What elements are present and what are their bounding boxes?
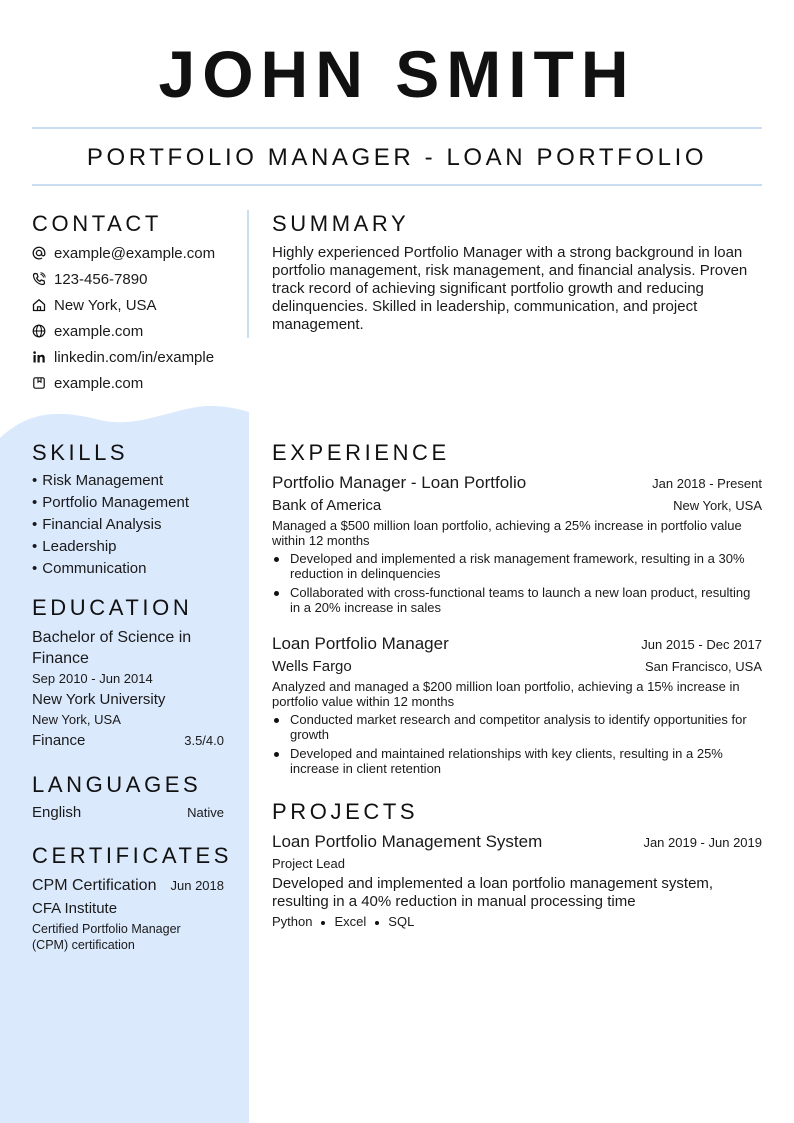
language-level: Native — [187, 805, 224, 820]
contact-portfolio-text: example.com — [54, 374, 144, 392]
project-dates: Jan 2019 - Jun 2019 — [643, 835, 762, 850]
job-title: Loan Portfolio Manager — [272, 634, 449, 653]
contact-phone[interactable] — [32, 266, 215, 292]
languages-heading: LANGUAGES — [32, 772, 202, 797]
column-divider — [247, 210, 249, 338]
certificate-description: Certified Portfolio Manager (CPM) certification — [32, 922, 181, 952]
project-title: Loan Portfolio Management System — [272, 832, 543, 851]
job-bullets — [272, 551, 762, 615]
project-tag: Excel — [334, 914, 367, 929]
contact-phone-text: 123-456-7890 — [54, 270, 148, 288]
project-tag: Python — [272, 914, 313, 929]
skill-item: • Risk Management — [32, 470, 189, 492]
summary-heading: SUMMARY — [272, 211, 410, 236]
job-bullet: Collaborated with cross-functional teams to launch a new loan product, resulting in a 20% increase in sales — [272, 585, 762, 615]
skill-item: • Portfolio Management — [32, 492, 189, 514]
certificate-issuer: CFA Institute — [32, 900, 118, 917]
job-summary: Managed a $500 million loan portfolio, achieving a 25% increase in portfolio value within 12 months — [272, 518, 742, 548]
job-company: Bank of America — [272, 497, 382, 514]
certificate-entry — [32, 875, 224, 953]
contact-email-text: example@example.com — [54, 244, 216, 262]
job-company: Wells Fargo — [272, 658, 352, 675]
contact-list — [32, 240, 215, 396]
candidate-name: JOHN SMITH — [158, 37, 636, 111]
job-bullet: Developed and maintained relationships with key clients, resulting in a 25% increase in client retention — [272, 746, 762, 776]
education-field: Finance — [32, 732, 86, 749]
contact-location-text: New York, USA — [54, 296, 157, 314]
skills-heading: SKILLS — [32, 440, 129, 465]
job-bullet: Conducted market research and competitor analysis to identify opportunities for growth — [272, 712, 762, 742]
experience-entry — [272, 633, 762, 780]
job-dates: Jan 2018 - Present — [652, 476, 762, 491]
job-title-banner: PORTFOLIO MANAGER - LOAN PORTFOLIO — [86, 144, 708, 171]
project-tag: SQL — [388, 914, 415, 929]
job-bullet: Developed and implemented a risk management framework, resulting in a 30% reduction in delinquencies — [272, 551, 762, 581]
education-heading: EDUCATION — [32, 595, 193, 620]
contact-website-text: example.com — [54, 322, 144, 340]
contact-email[interactable] — [32, 240, 215, 266]
globe-icon — [32, 324, 46, 338]
experience-heading: EXPERIENCE — [272, 440, 450, 465]
project-tags — [272, 913, 762, 930]
job-location: San Francisco, USA — [644, 659, 762, 674]
contact-location — [32, 292, 215, 318]
header-top-rule — [32, 127, 762, 129]
skill-item: • Communication — [32, 558, 189, 580]
job-dates: Jun 2015 - Dec 2017 — [641, 637, 762, 652]
certificates-heading: CERTIFICATES — [32, 843, 233, 868]
contact-linkedin-text: linkedin.com/in/example — [54, 348, 215, 366]
projects-heading: PROJECTS — [272, 799, 419, 824]
job-location: New York, USA — [673, 498, 762, 513]
project-entry — [272, 831, 762, 930]
job-bullets — [272, 712, 762, 776]
education-location: New York, USA — [32, 712, 121, 727]
education-dates: Sep 2010 - Jun 2014 — [32, 671, 153, 686]
language-name: English — [32, 804, 82, 821]
skill-item: • Financial Analysis — [32, 514, 189, 536]
bookmark-icon — [32, 376, 46, 390]
contact-heading: CONTACT — [32, 211, 162, 236]
summary-text: Highly experienced Portfolio Manager with a strong background in loan portfolio management, risk management, and financial analysis. Proven track record of achieving significant portfolio growth and reducing delinquencies. Skilled in leadership, communication, and project management. — [272, 244, 748, 333]
experience-entry — [272, 472, 762, 619]
certificate-name: CPM Certification — [32, 877, 157, 894]
contact-website[interactable] — [32, 318, 215, 344]
contact-linkedin[interactable] — [32, 344, 215, 370]
certificate-date: Jun 2018 — [170, 878, 224, 893]
language-item — [32, 803, 224, 823]
linkedin-icon — [32, 350, 46, 364]
header-bottom-rule — [32, 184, 762, 186]
education-entry — [32, 627, 224, 751]
job-summary: Analyzed and managed a $200 million loan portfolio, achieving a 15% increase in portfolio value within 12 months — [272, 679, 740, 709]
contact-portfolio[interactable] — [32, 370, 215, 396]
skills-list — [32, 470, 189, 580]
education-school: New York University — [32, 691, 166, 708]
home-icon — [32, 298, 46, 312]
phone-icon — [32, 272, 46, 286]
job-title: Portfolio Manager - Loan Portfolio — [272, 473, 527, 492]
at-icon — [32, 246, 46, 260]
tag-separator — [375, 921, 379, 925]
project-role: Project Lead — [272, 856, 345, 871]
tag-separator — [321, 921, 325, 925]
project-description: Developed and implemented a loan portfolio management system, resulting in a 40% reduction in manual processing time — [272, 875, 714, 910]
skill-item: • Leadership — [32, 536, 189, 558]
education-gpa: 3.5/4.0 — [184, 733, 224, 748]
education-degree: Bachelor of Science in Finance — [32, 629, 192, 667]
